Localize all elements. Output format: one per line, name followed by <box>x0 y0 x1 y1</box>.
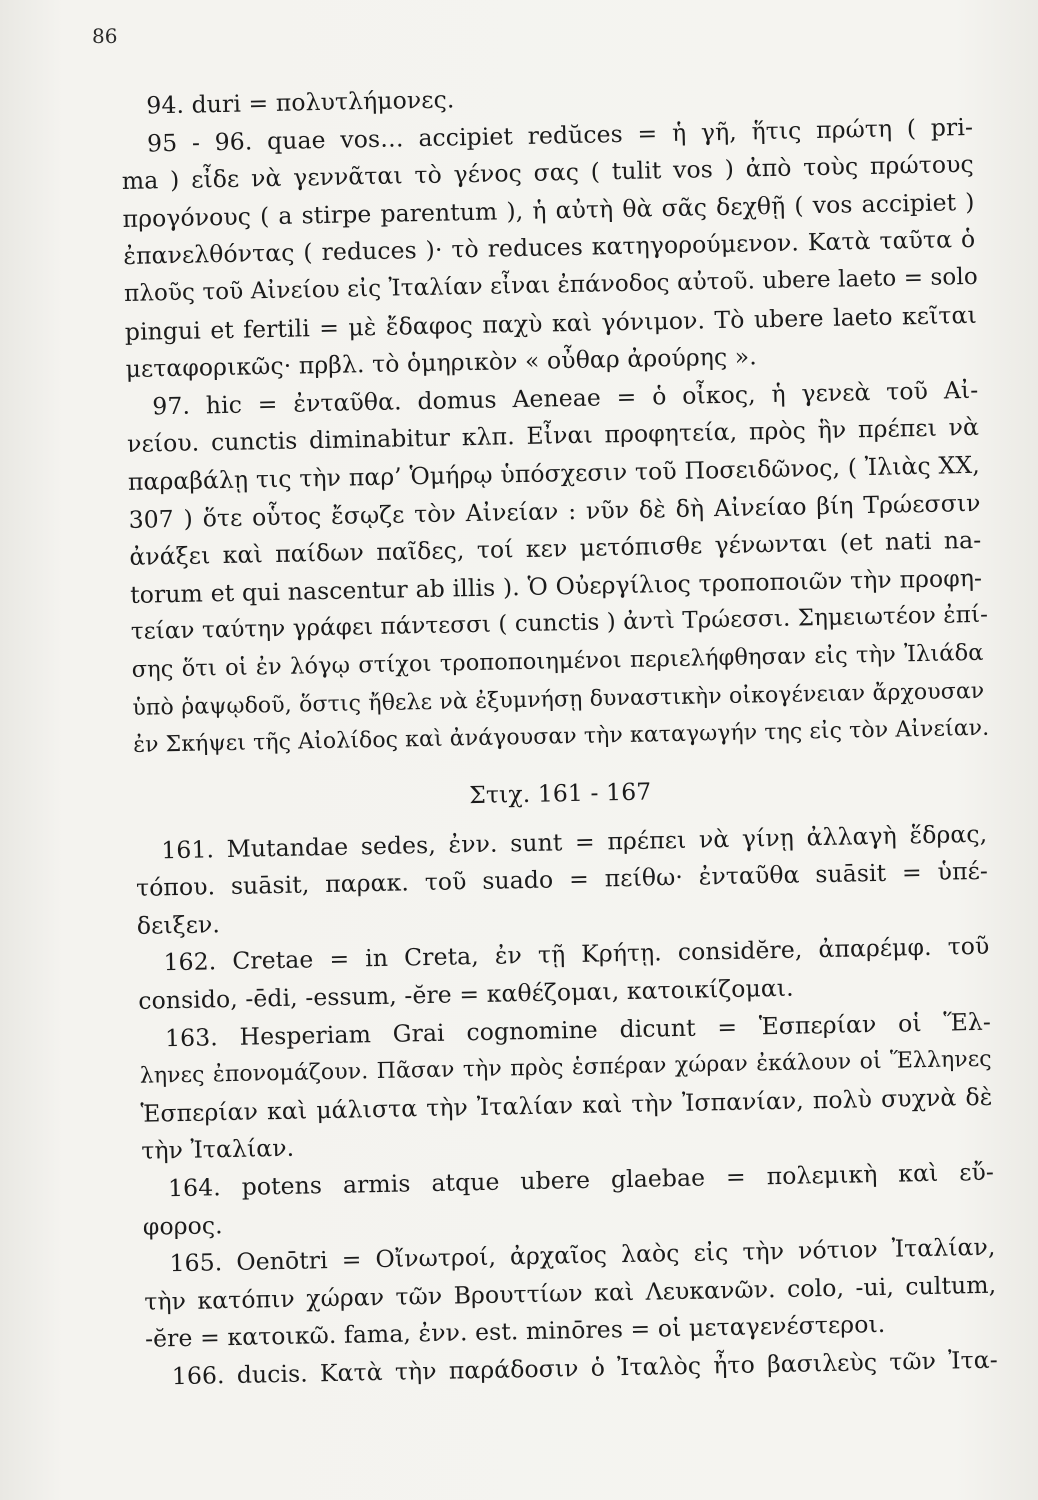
text-line: προγόνους ( a stirpe parentum ), ἡ αὐτὴ θὰ σᾶς δεχθῇ ( vos accipiet ) <box>122 187 975 233</box>
text-line: ma ) εἶδε νὰ γεννᾶται τὸ γένος σας ( tulit vos ) ἀπὸ τοὺς πρώτους <box>121 150 974 196</box>
text-line: ἀνάξει καὶ παίδων παῖδες, τοί κεν μετόπισθε γένωνται (et nati na- <box>129 525 982 572</box>
text-line: 307 ) ὅτε οὗτος ἔσῳζε τὸν Αἰνείαν : νῦν δὲ δὴ Αἰνείαο βίη Τρώεσσιν <box>128 488 981 534</box>
text-line: τείαν ταύτην γράφει πάντεσσι ( cunctis ) ἀντὶ Τρώεσσι. Σημειωτέον ἐπί- <box>130 602 989 646</box>
page-number: 86 <box>92 24 118 48</box>
text-line: pingui et fertili = μὲ ἔδαφος παχὺ καὶ γόνιμον. Τὸ ubere laeto κεῖται <box>124 300 977 346</box>
commentary-text <box>120 71 998 1396</box>
text-line: 162. Cretae = in Creta, ἐν τῇ Κρήτῃ. considĕre, ἀπαρέμφ. τοῦ <box>163 932 990 977</box>
text-line: 97. hic = ἐνταῦθα. domus Aeneae = ὁ οἶκος, ἡ γενεὰ τοῦ Αἰ- <box>152 375 979 421</box>
text-line: δειξεν. <box>136 910 221 940</box>
text-line: 166. ducis. Κατὰ τὴν παράδοσιν ὁ Ἰταλὸς ἦτο βασιλεὺς τῶν Ἰτα- <box>171 1345 998 1391</box>
text-line: νείου. cunctis diminabitur κλπ. Εἶναι προφητεία, πρὸς ἣν πρέπει νὰ <box>126 413 980 459</box>
text-line: 165. Oenōtri = Οἴνωτροί, ἀρχαῖος λαὸς εἰς τὴν νότιον Ἰταλίαν, <box>169 1232 996 1278</box>
text-line: τὴν Ἰταλίαν. <box>141 1134 295 1166</box>
text-line: ἐν Σκήψει τῆς Αἰολίδος καὶ ἀνάγουσαν τὴν καταγωγήν της εἰς τὸν Αἰνείαν. <box>132 715 990 758</box>
text-line: Ἑσπερίαν καὶ μάλιστα τὴν Ἰταλίαν καὶ τὴν Ἰσπανίαν, πολὺ συχνὰ δὲ <box>140 1082 993 1128</box>
text-line: 161. Mutandae sedes, ἐνν. sunt = πρέπει νὰ γίνῃ ἀλλαγὴ ἕδρας, <box>161 819 988 865</box>
text-line: ληνες ἐπονομάζουν. Πᾶσαν τὴν πρὸς ἑσπέραν χώραν ἐκάλουν οἱ Ἕλληνες <box>139 1046 992 1090</box>
text-line: παραβάλῃ τις τὴν παρ’ Ὁμήρῳ ὑπόσχεσιν τοῦ Ποσειδῶνος, ( Ἰλιὰς XX, <box>127 450 981 496</box>
text-line: consido, -ēdi, -essum, -ĕre = καθέζομαι, κατοικίζομαι. <box>138 973 794 1015</box>
text-line: ἐπανελθόντας ( reduces )· τὸ reduces κατηγορούμενον. Κατὰ ταῦτα ὁ <box>123 225 976 271</box>
text-line: μεταφορικῶς· πρβλ. τὸ ὁμηρικὸν « οὖθαρ ἀρούρης ». <box>125 342 758 384</box>
text-line: torum et qui nascentur ab illis ). Ὁ Οὐεργίλιος τροποποιῶν τὴν προφη- <box>129 563 983 609</box>
text-line: σης ὅτι οἱ ἐν λόγῳ στίχοι τροποποιημένοι περιελήφθησαν εἰς τὴν Ἰλιάδα <box>131 639 984 683</box>
text-line: 94. duri = πολυτλήμονες. <box>146 85 455 120</box>
text-line: τόπου. suāsit, παρακ. τοῦ suado = πείθω· ἐνταῦθα suāsit = ὑπέ- <box>135 857 989 903</box>
text-line: 95 - 96. quae vos… accipiet redŭces = ἡ γῆ, ἥτις πρώτη ( pri- <box>146 112 974 158</box>
section-heading: Στιχ. 161 - 167 <box>468 777 652 809</box>
text-line: πλοῦς τοῦ Αἰνείου εἰς Ἰταλίαν εἶναι ἐπάνοδος αὐτοῦ. ubere laeto = solo <box>123 263 979 307</box>
text-line: 163. Hesperiam Grai cognomine dicunt = Ἑσπερίαν οἱ Ἕλ- <box>164 1007 992 1052</box>
text-line: φορος. <box>142 1210 223 1241</box>
text-line: ὑπὸ ῥαψῳδοῦ, ὅστις ἤθελε νὰ ἐξυμνήσῃ δυναστικὴν οἰκογένειαν ἄρχουσαν <box>132 678 985 721</box>
text-line: τὴν κατόπιν χώραν τῶν Βρουττίων καὶ Λευκανῶν. colo, -ui, cultum, <box>144 1270 997 1316</box>
text-line: 164. potens armis atque ubere glaebae = πολεμικὴ καὶ εὔ- <box>167 1157 995 1203</box>
text-line: -ĕre = κατοικῶ. fama, ἐνν. est. minōres = οἱ μεταγενέστεροι. <box>144 1310 886 1354</box>
